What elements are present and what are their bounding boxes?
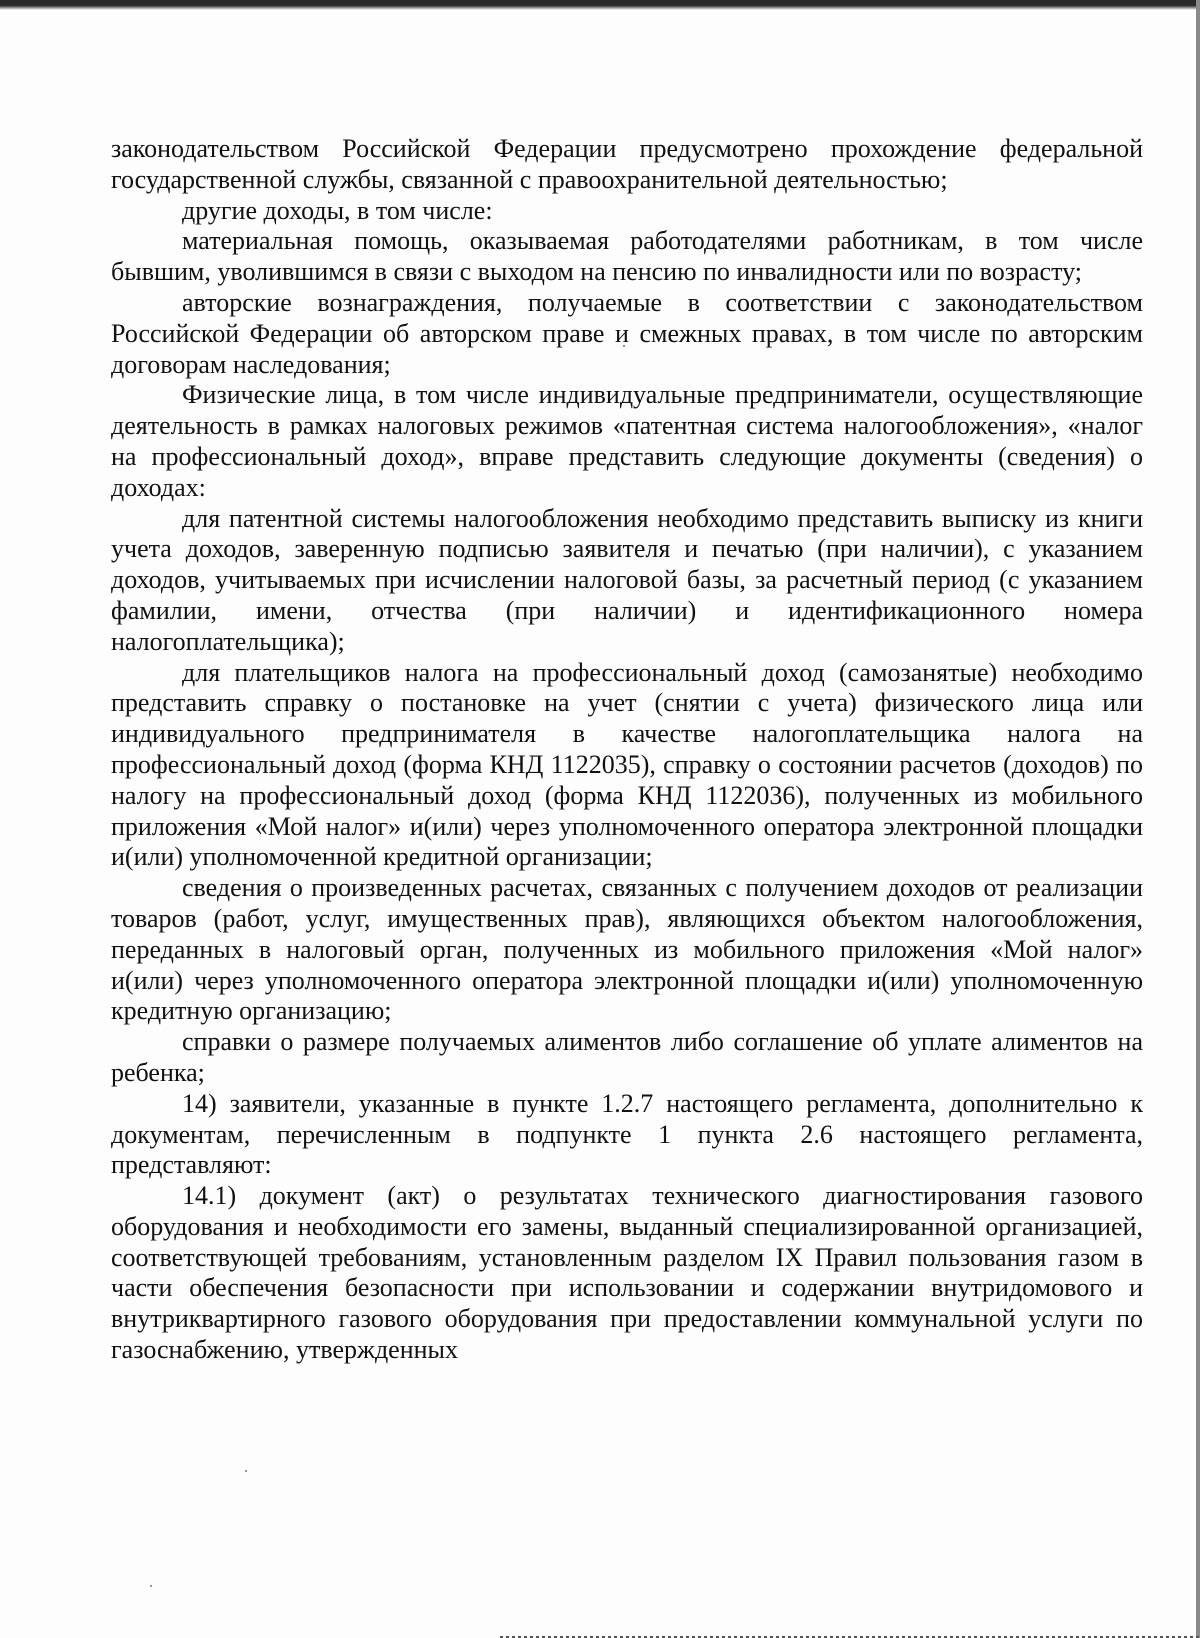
paragraph: законодательством Российской Федерации предусмотрено прохождение федеральной государственной службы, связанной с правоохранительной деятельностью; xyxy=(111,134,1143,194)
paragraph: сведения о произведенных расчетах, связанных с получением доходов от реализации товаров (работ, услуг, имущественных прав), являющихся объектом налогообложения, переданных в налоговый орган, полученных из мобильного приложения «Мой налог» и(или) через уполномоченного оператора электронной площадки и(или) уполномоченную кредитную организацию; xyxy=(111,873,1143,1026)
paragraph: для плательщиков налога на профессиональный доход (самозанятые) необходимо представить справку о постановке на учет (снятии с учета) физического лица или индивидуального предпринимателя в качестве налогоплательщика налога на профессиональный доход (форма КНД 1122035), справку о состоянии расчетов (доходов) по налогу на профессиональный доход (форма КНД 1122036), полученных из мобильного приложения «Мой налог» и(или) через уполномоченного оператора электронной площадки и(или) уполномоченной кредитной организации; xyxy=(111,657,1143,872)
paragraph: 14) заявители, указанные в пункте 1.2.7 настоящего регламента, дополнительно к документам, перечисленным в подпункте 1 пункта 2.6 настоящего регламента, представляют: xyxy=(111,1088,1143,1180)
paragraph: справки о размере получаемых алиментов либо соглашение об уплате алиментов на ребенка; xyxy=(111,1027,1143,1087)
paragraph: для патентной системы налогообложения необходимо представить выписку из книги учета доходов, заверенную подписью заявителя и печатью (при наличии), с указанием доходов, учитываемых при исчислении налоговой базы, за расчетный период (с указанием фамилии, имени, отчества (при наличии) и идентификационного номера налогоплательщика); xyxy=(111,503,1143,656)
paragraph: авторские вознаграждения, получаемые в соответствии с законодательством Российской Федерации об авторском праве и смежных правах, в том числе по авторским договорам наследования; xyxy=(111,287,1143,379)
scan-speck xyxy=(245,1470,247,1472)
paragraph: материальная помощь, оказываемая работодателями работникам, в том числе бывшим, уволившимся в связи с выходом на пенсию по инвалидности или по возрасту; xyxy=(111,226,1143,287)
scan-speck xyxy=(150,1585,152,1587)
scan-right-edge xyxy=(1196,0,1200,1638)
paragraph: другие доходы, в том числе: xyxy=(182,195,493,225)
scan-top-edge xyxy=(0,0,1200,10)
document-body xyxy=(111,134,1143,1366)
paragraph: 14.1) документ (акт) о результатах технического диагностирования газового оборудования и необходимости его замены, выданный специализированной организацией, соответствующей требованиям, установленным разделом IX Правил пользования газом в части обеспечения безопасности при использовании и содержании внутридомового и внутриквартирного газового оборудования при предоставлении коммунальной услуги по газоснабжению, утвержденных xyxy=(111,1181,1143,1365)
paragraph: Физические лица, в том числе индивидуальные предприниматели, осуществляющие деятельность в рамках налоговых режимов «патентная система налогообложения», «налог на профессиональный доход», вправе представить следующие документы (сведения) о доходах: xyxy=(111,380,1143,502)
